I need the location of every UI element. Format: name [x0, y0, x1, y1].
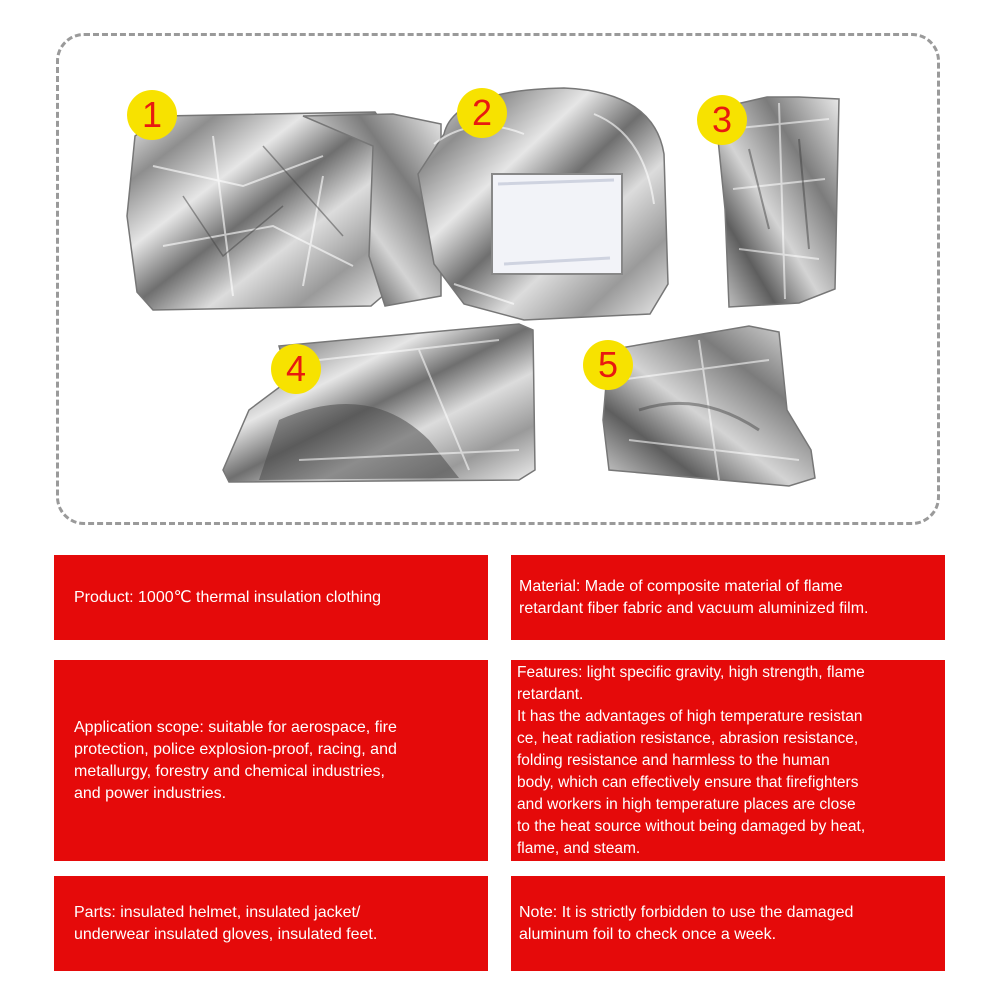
features-line: Features: light specific gravity, high strength, flame: [517, 663, 865, 681]
parts-text: Parts: insulated helmet, insulated jacket/ underwear insulated gloves, insulated feet.: [74, 903, 378, 943]
features-line: flame, and steam.: [517, 839, 641, 857]
foot-cover-image-4: [219, 320, 539, 520]
product-text: Product: 1000℃ thermal insulation clothing: [74, 588, 382, 606]
features-panel: [511, 660, 945, 861]
features-line: and workers in high temperature places are close: [517, 795, 856, 813]
application-panel: [54, 660, 488, 861]
features-line: to the heat source without being damaged by heat,: [517, 817, 866, 835]
badge-3: 3: [697, 95, 747, 145]
note-panel: [511, 876, 945, 971]
note-text: Note: It is strictly forbidden to use the damaged aluminum foil to check once a week.: [519, 903, 854, 943]
features-text: [517, 662, 865, 860]
product-panel: [54, 555, 488, 640]
badge-1: 1: [127, 90, 177, 140]
features-line: It has the advantages of high temperature resistan: [517, 707, 863, 725]
features-line: body, which can effectively ensure that firefighters: [517, 773, 859, 791]
badge-5: 5: [583, 340, 633, 390]
material-text: Material: Made of composite material of flame retardant fiber fabric and vacuum aluminized film.: [519, 577, 869, 617]
features-line: ce, heat radiation resistance, abrasion resistance,: [517, 729, 859, 747]
features-line: retardant.: [517, 685, 584, 703]
product-gallery: [56, 33, 940, 525]
features-line: folding resistance and harmless to the human: [517, 751, 830, 769]
helmet-image: [414, 84, 674, 340]
jacket-image: [123, 94, 443, 346]
parts-panel: [54, 876, 488, 971]
badge-2: 2: [457, 88, 507, 138]
badge-4: 4: [271, 344, 321, 394]
gloves-image: [689, 89, 849, 311]
material-panel: [511, 555, 945, 640]
application-text: Application scope: suitable for aerospace, fire protection, police explosion-proof, racing, and metallurgy, forestry and chemical industries, and power industries.: [74, 718, 397, 802]
foot-cover-image-5: [579, 320, 819, 500]
